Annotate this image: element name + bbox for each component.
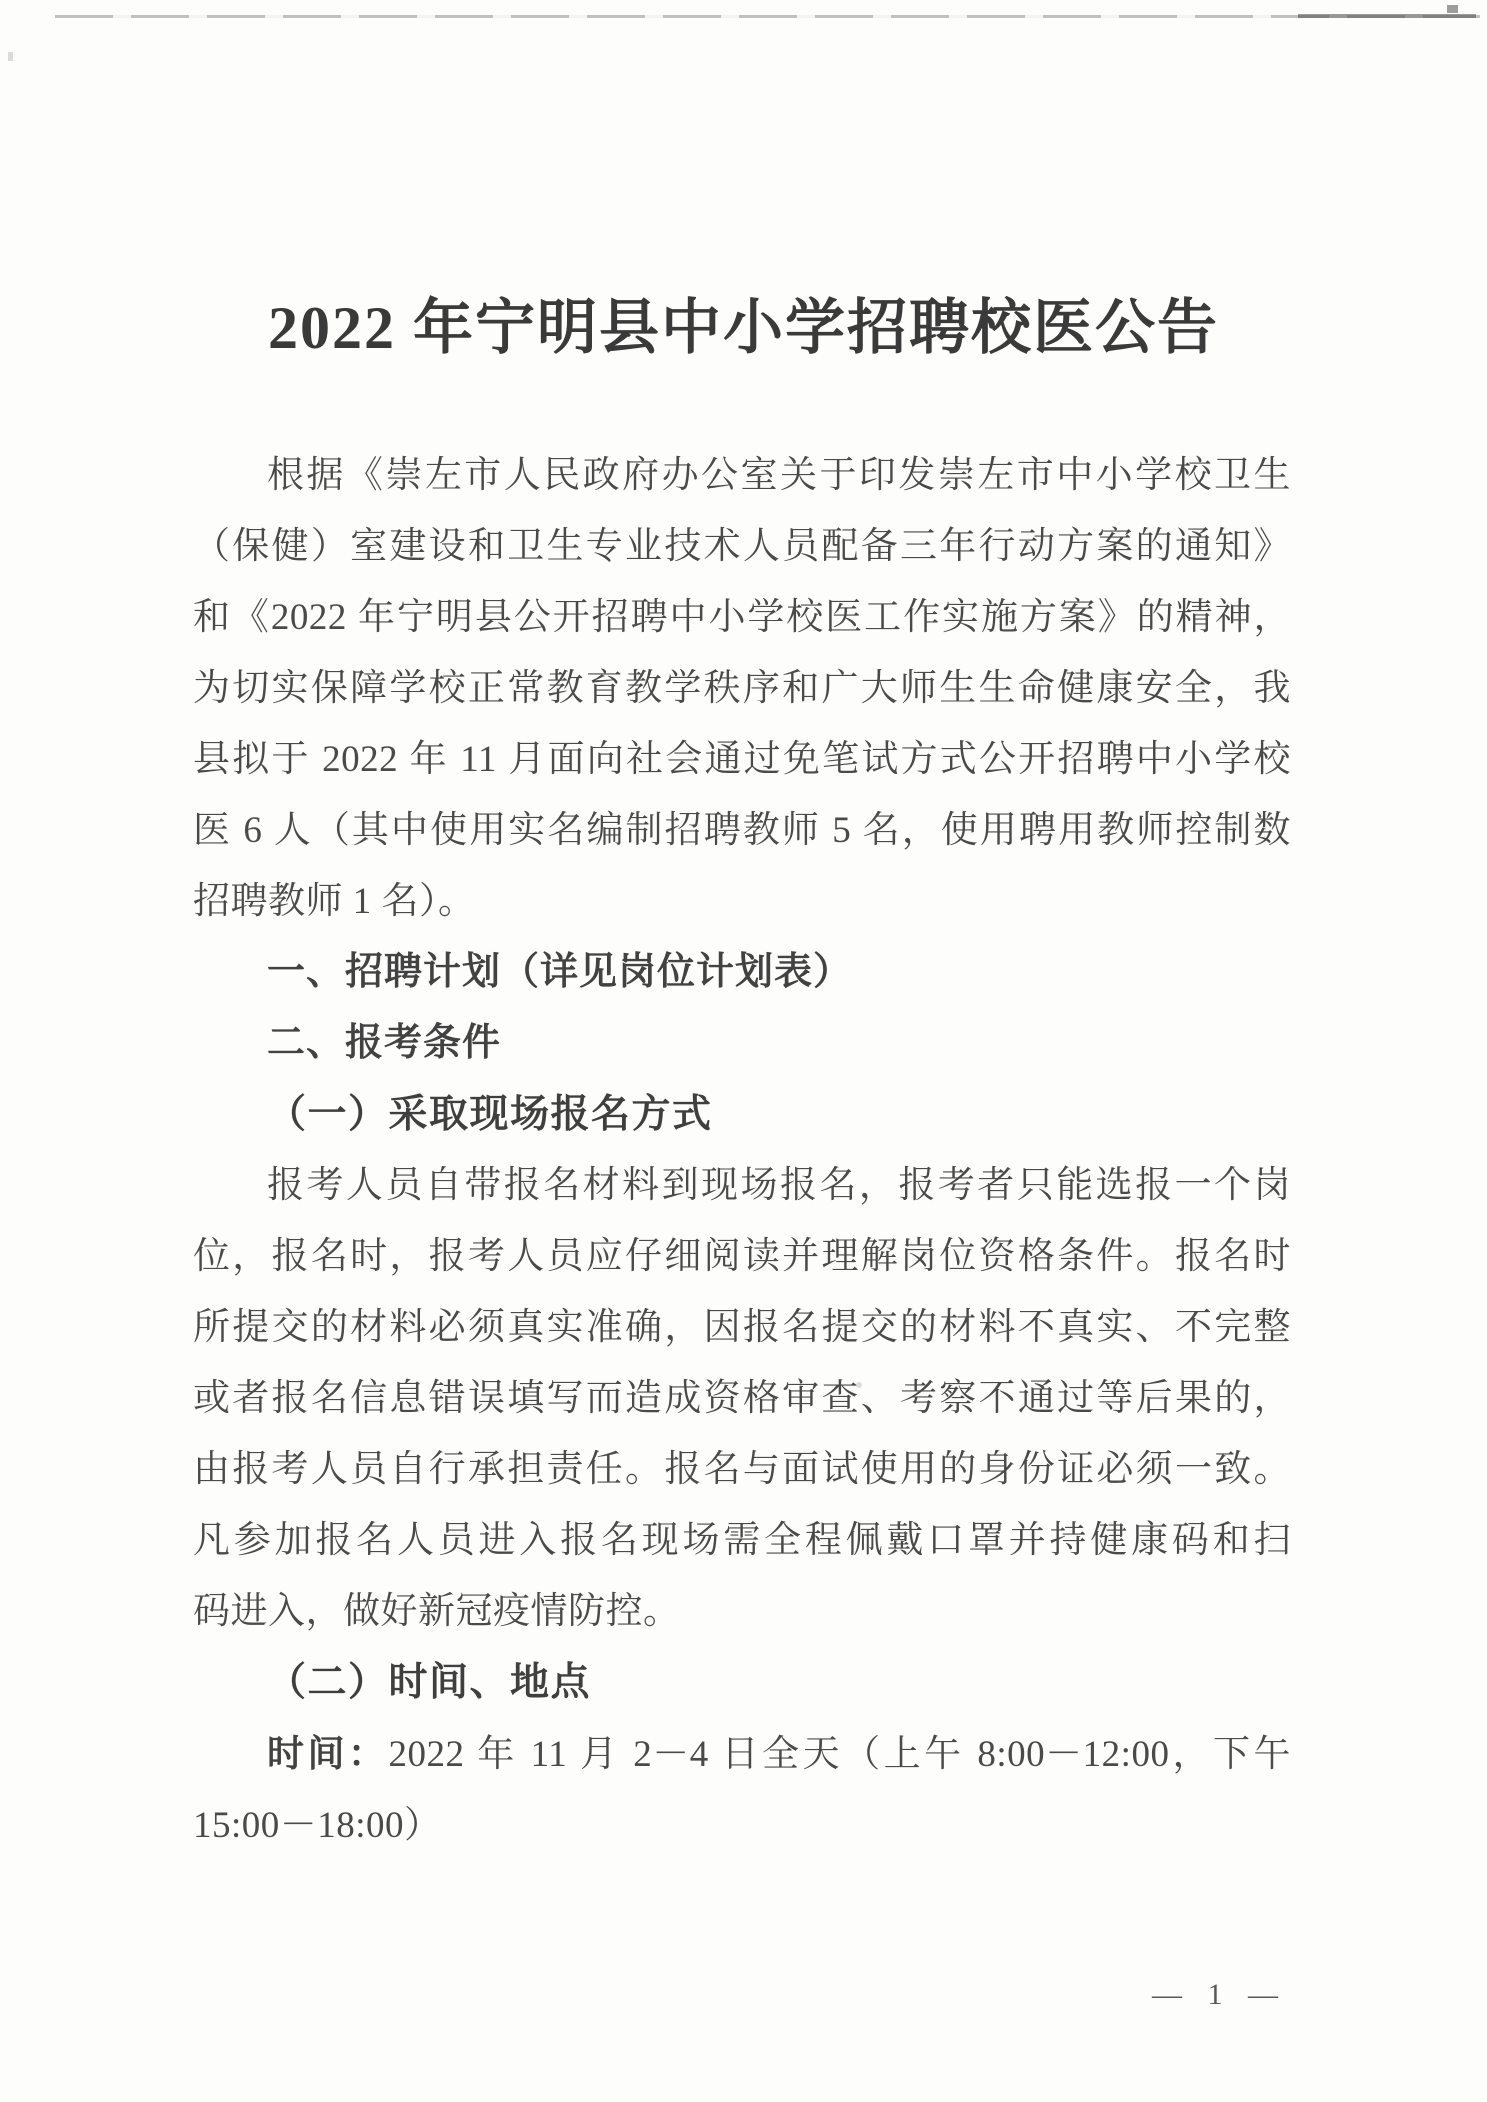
paragraph1-line: （保健）室建设和卫生专业技术人员配备三年行动方案的通知》	[193, 526, 1291, 567]
document-title: 2022 年宁明县中小学招聘校医公告	[268, 295, 1219, 361]
paragraph1-line: 和《2022 年宁明县公开招聘中小学校医工作实施方案》的精神，	[193, 597, 1291, 638]
scan-artifact-dot	[8, 52, 13, 61]
paragraph2-line: 凡参加报名人员进入报名现场需全程佩戴口罩并持健康码和扫	[193, 1520, 1291, 1561]
heading-application-conditions: 二、报考条件	[267, 1022, 502, 1064]
paragraph2-line: 报考人员自带报名材料到现场报名，报考者只能选报一个岗	[267, 1165, 1291, 1206]
paragraph2-line: 或者报名信息错误填写而造成资格审查、考察不通过等后果的，	[193, 1378, 1291, 1419]
paragraph2-line: 码进入，做好新冠疫情防控。	[193, 1591, 681, 1632]
time-value: 2022 年 11 月 2－4 日全天（上午 8:00－12:00，下午	[388, 1734, 1291, 1775]
paragraph2-line: 所提交的材料必须真实准确，因报名提交的材料不真实、不完整	[193, 1307, 1291, 1348]
paragraph3-line	[193, 1718, 1291, 1790]
heading-onsite-registration: （一）采取现场报名方式	[267, 1093, 713, 1136]
paragraph2-line: 位，报名时，报考人员应仔细阅读并理解岗位资格条件。报名时	[193, 1236, 1291, 1277]
paragraph1-line: 为切实保障学校正常教育教学秩序和广大师生生命健康安全，我	[193, 668, 1291, 709]
time-label: 时间：	[267, 1733, 389, 1774]
scan-artifact-top-line-dark-segment	[1298, 14, 1476, 18]
heading-time-location: （二）时间、地点	[267, 1661, 592, 1704]
scan-artifact-dot	[1447, 5, 1458, 13]
scan-artifact-top-line	[55, 15, 1480, 18]
paragraph1-line: 招聘教师 1 名）。	[193, 881, 476, 922]
paragraph1-line: 医 6 人（其中使用实名编制招聘教师 5 名，使用聘用教师控制数	[193, 810, 1291, 851]
paragraph2-line: 由报考人员自行承担责任。报名与面试使用的身份证必须一致。	[193, 1449, 1291, 1490]
paragraph1-line: 根据《崇左市人民政府办公室关于印发崇左市中小学校卫生	[267, 455, 1291, 496]
heading-recruitment-plan: 一、招聘计划（详见岗位计划表）	[267, 951, 853, 993]
page-number: — 1 —	[1152, 1978, 1287, 2011]
paragraph1-line: 县拟于 2022 年 11 月面向社会通过免笔试方式公开招聘中小学校	[193, 739, 1291, 780]
paragraph3-line: 15:00－18:00）	[193, 1805, 442, 1846]
document-body	[193, 440, 1291, 1861]
